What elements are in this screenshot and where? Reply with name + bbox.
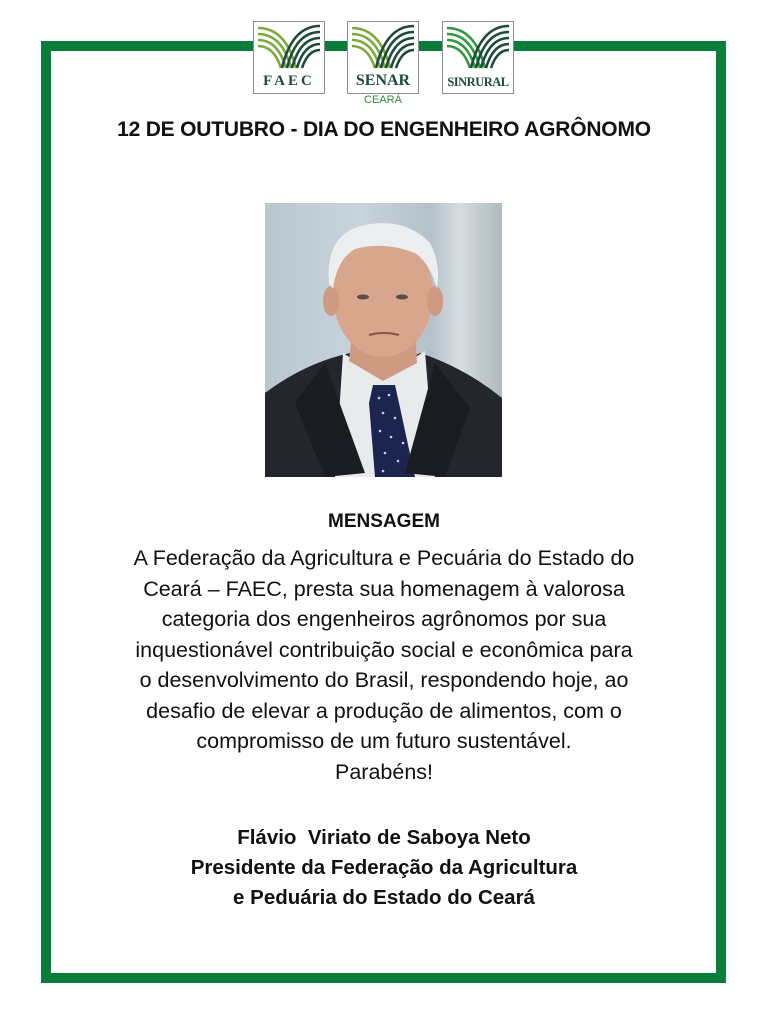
wheat-arcs-icon bbox=[256, 24, 322, 70]
wheat-arcs-icon bbox=[445, 24, 511, 70]
sinrural-logo bbox=[442, 21, 514, 94]
wheat-arcs-icon bbox=[350, 24, 416, 70]
sinrural-logo-text: SINRURAL bbox=[447, 75, 509, 89]
logo-bar bbox=[253, 21, 516, 111]
message-line: o desenvolvimento do Brasil, respondendo hoje, ao bbox=[139, 668, 629, 692]
signatory-name: Flávio Viriato de Saboya Neto bbox=[237, 826, 531, 849]
senar-logo-text: SENAR bbox=[355, 72, 411, 89]
portrait-image bbox=[265, 203, 502, 477]
senar-logo bbox=[347, 21, 419, 94]
message-line: desafio de elevar a produção de alimentos, com o bbox=[146, 698, 622, 723]
message-line: A Federação da Agricultura e Pecuária do Estado do bbox=[133, 546, 635, 570]
message-body bbox=[0, 543, 768, 787]
page-title: 12 DE OUTUBRO - DIA DO ENGENHEIRO AGRÔNOMO bbox=[117, 118, 651, 141]
message-line: categoria dos engenheiros agrônomos por sua bbox=[161, 607, 607, 631]
message-line: Ceará – FAEC, presta sua homenagem à valorosa bbox=[143, 576, 625, 601]
senar-ceara-label: CEARÁ bbox=[364, 94, 402, 106]
message-line: compromisso de um futuro sustentável. bbox=[196, 729, 572, 753]
faec-logo-text: FAEC bbox=[263, 73, 315, 89]
message-line: inquestionável contribuição social e econômica para bbox=[135, 637, 633, 662]
signatory-title: Presidente da Federação da Agricultura bbox=[190, 856, 578, 879]
portrait-photo bbox=[265, 203, 502, 477]
message-heading: MENSAGEM bbox=[328, 511, 440, 532]
signature-block bbox=[0, 823, 768, 913]
signatory-title-cont: e Peduária do Estado do Ceará bbox=[233, 886, 535, 909]
message-closing: Parabéns! bbox=[334, 759, 433, 784]
faec-logo bbox=[253, 21, 325, 94]
